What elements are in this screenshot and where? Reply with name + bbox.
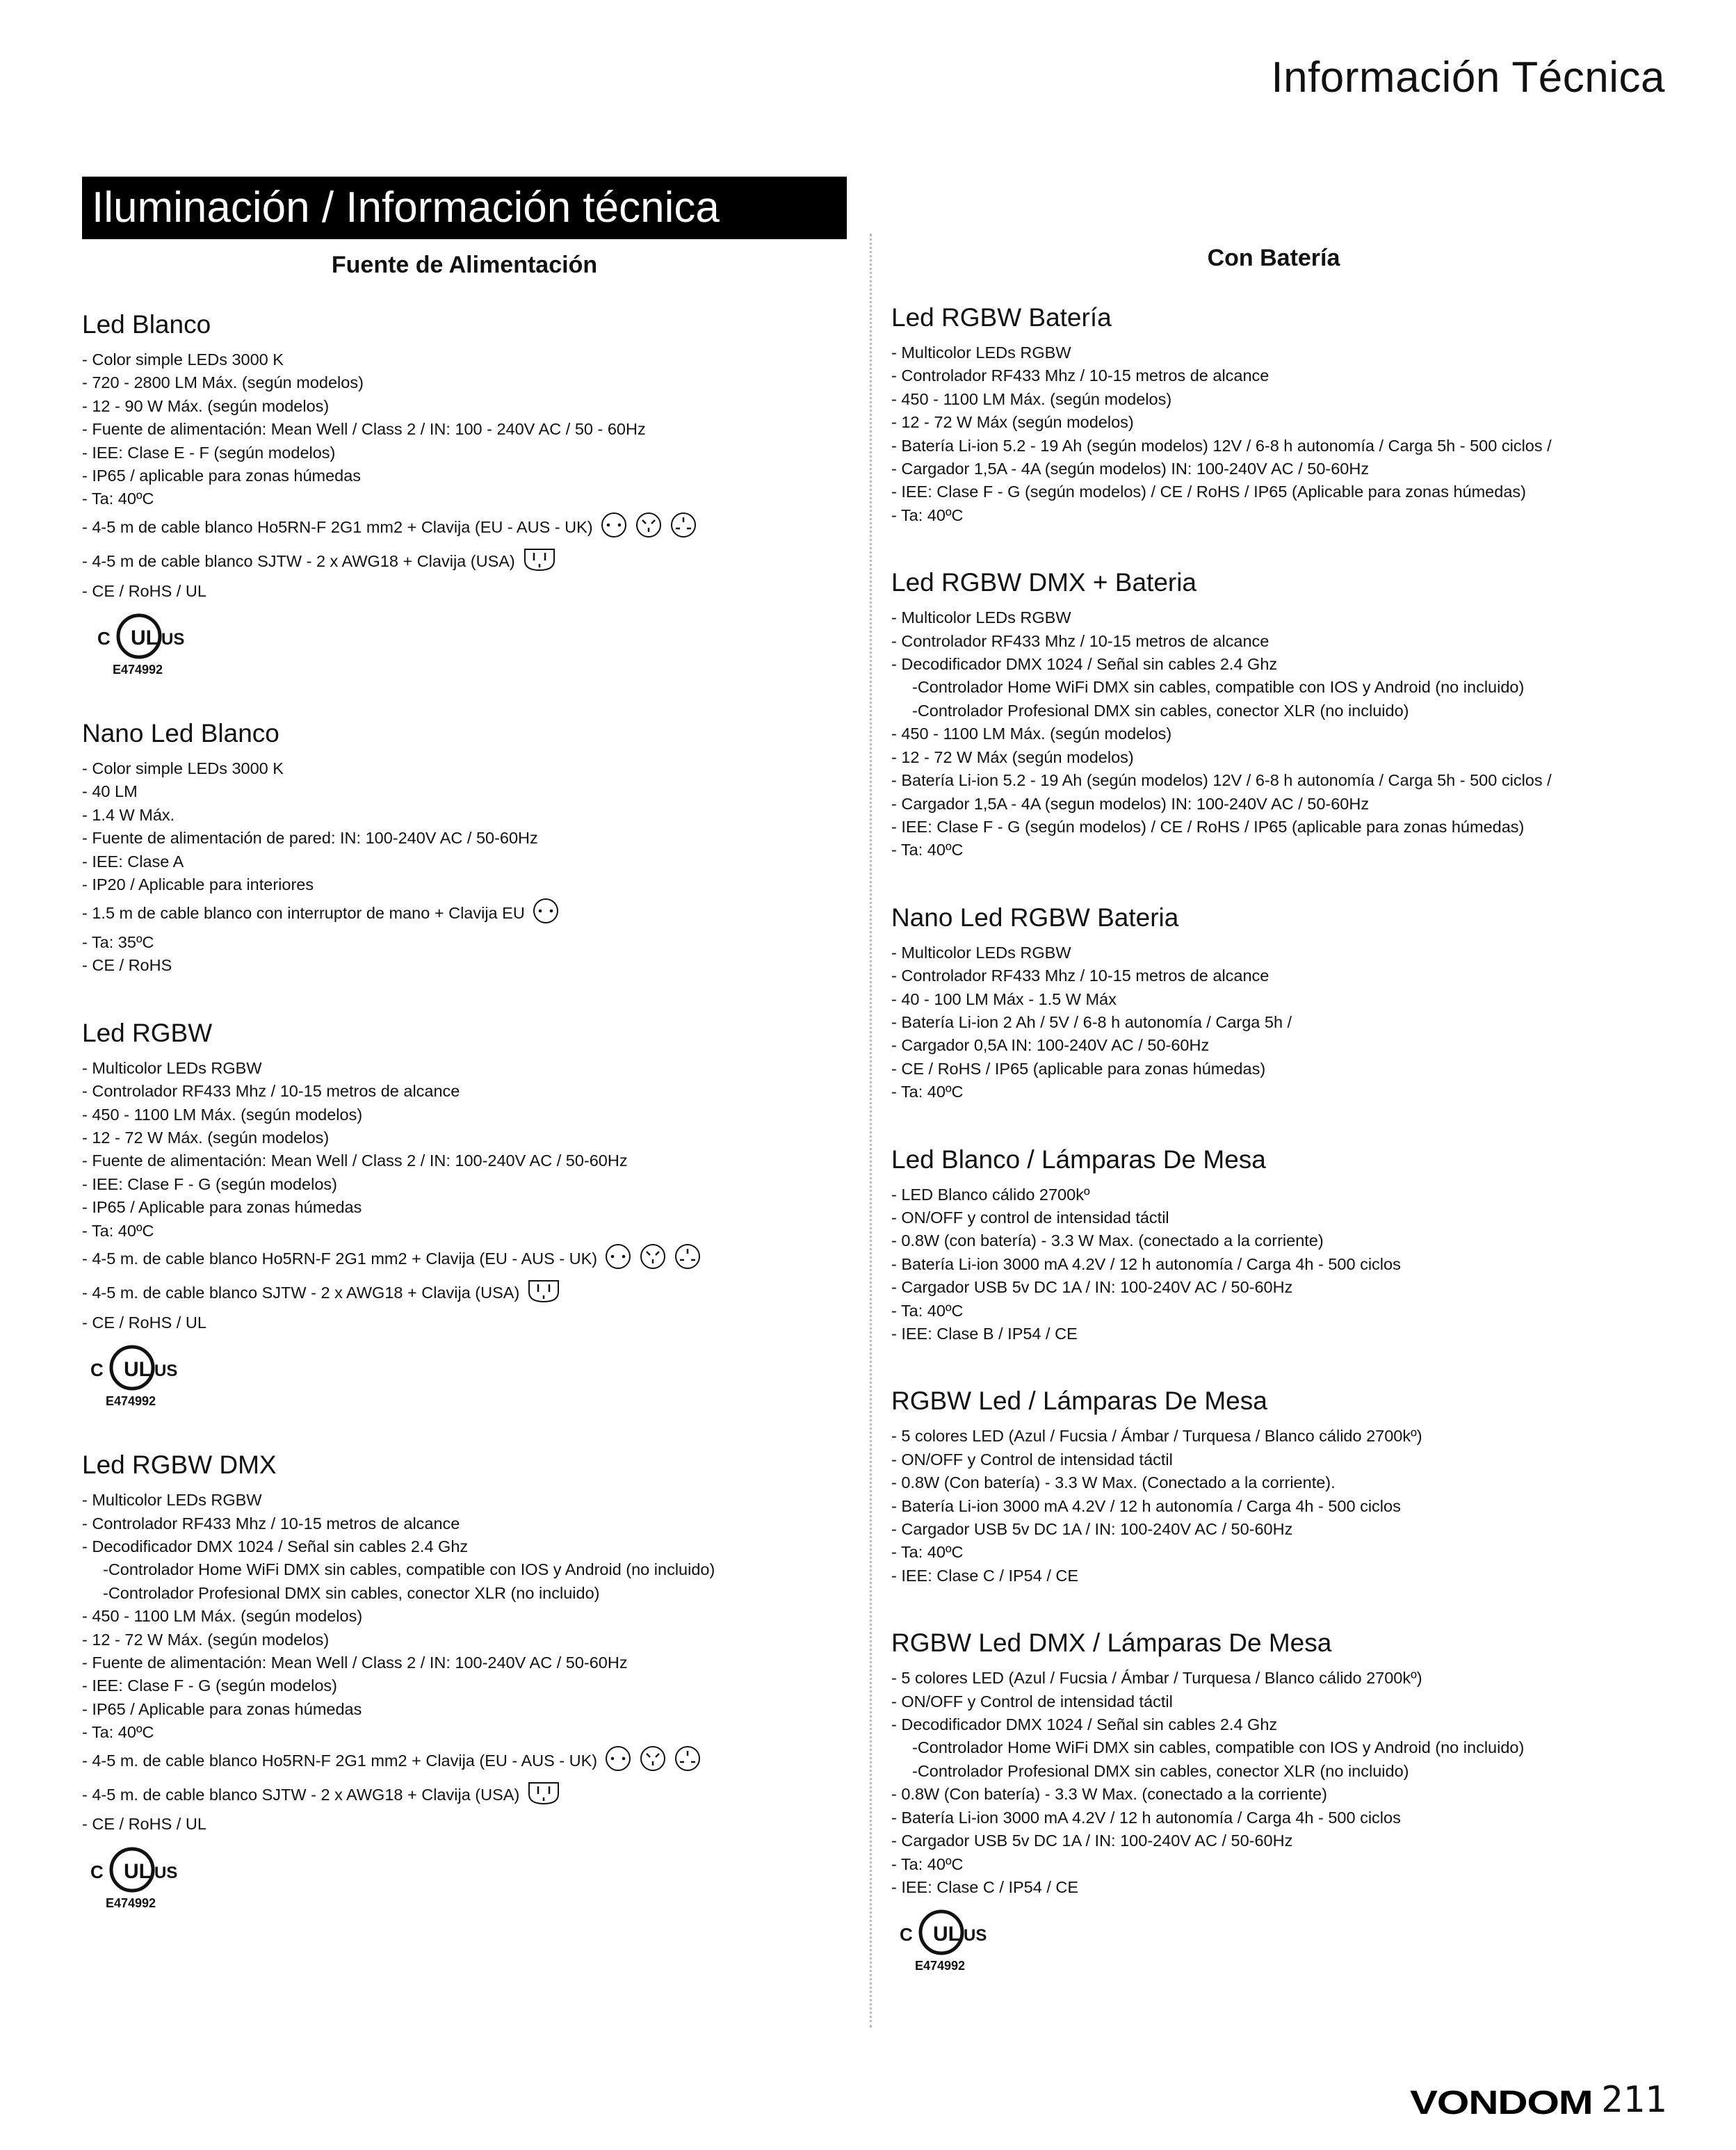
spec-item: - Batería Li-ion 5.2 - 19 Ah (según modelos) 12V / 6-8 h autonomía / Carga 5h - 500 ciclos / xyxy=(891,436,1552,455)
spec-item: - Controlador RF433 Mhz / 10-15 metros de alcance xyxy=(82,1082,460,1101)
spec-item: -Controlador Profesional DMX sin cables, conector XLR (no incluido) xyxy=(912,701,1409,720)
spec-item: - ON/OFF y control de intensidad táctil xyxy=(891,1208,1169,1227)
spec-item: - Batería Li-ion 5.2 - 19 Ah (según modelos) 12V / 6-8 h autonomía / Carga 5h - 500 ciclos / xyxy=(891,771,1552,790)
spec-item: - Ta: 40ºC xyxy=(891,1543,964,1562)
spec-item: - Ta: 40ºC xyxy=(891,1301,964,1320)
plug-uk-icon xyxy=(674,1745,701,1779)
spec-item-plugs xyxy=(82,1745,847,1779)
spec-item: -Controlador Profesional DMX sin cables, conector XLR (no incluido) xyxy=(912,1761,1409,1780)
spec-item: - IEE: Clase E - F (según modelos) xyxy=(82,443,336,462)
spec-list xyxy=(891,941,1698,1104)
brand-logo: VONDOM xyxy=(1410,2085,1593,2121)
ul-code-text: E474992 xyxy=(106,1896,156,1910)
ul-c-text: C xyxy=(90,1359,104,1381)
section-led-blanco-lamparas xyxy=(891,1143,1698,1346)
spec-list xyxy=(891,1425,1698,1587)
spec-item: - IP65 / aplicable para zonas húmedas xyxy=(82,467,362,485)
spec-item: - IEE: Clase A xyxy=(82,852,184,871)
section-title: Nano Led RGBW Bateria xyxy=(891,903,1179,932)
spec-item: - Ta: 40ºC xyxy=(82,1221,154,1240)
spec-item: - 12 - 72 W Máx (según modelos) xyxy=(891,413,1134,432)
spec-item: - Fuente de alimentación: Mean Well / Class 2 / IN: 100 - 240V AC / 50 - 60Hz xyxy=(82,420,646,439)
spec-item: - Cargador 0,5A IN: 100-240V AC / 50-60Hz xyxy=(891,1036,1210,1055)
spec-item: - IP20 / Aplicable para interiores xyxy=(82,875,314,894)
spec-item: - Multicolor LEDs RGBW xyxy=(82,1491,262,1510)
left-column xyxy=(82,252,847,1937)
spec-item: - ON/OFF y Control de intensidad táctil xyxy=(891,1450,1173,1469)
spec-item: - Controlador RF433 Mhz / 10-15 metros de alcance xyxy=(82,1514,460,1533)
spec-item: - Batería Li-ion 3000 mA 4.2V / 12 h autonomía / Carga 4h - 500 ciclos xyxy=(891,1254,1401,1273)
spec-item: - CE / RoHS / UL xyxy=(82,1313,206,1332)
page-number: 211 xyxy=(1601,2079,1666,2121)
section-title: Led RGBW DMX xyxy=(82,1450,277,1480)
spec-text: - 4-5 m. de cable blanco Ho5RN-F 2G1 mm2 + Clavija (EU - AUS - UK) xyxy=(82,1751,598,1770)
ul-u-text: UL xyxy=(933,1923,961,1946)
spec-item: - Decodificador DMX 1024 / Señal sin cables 2.4 Ghz xyxy=(891,1715,1278,1734)
section-nano-led-blanco xyxy=(82,717,847,978)
ul-certification-logo xyxy=(891,1905,996,1974)
spec-item-plugs xyxy=(82,1779,847,1813)
spec-item: - Decodificador DMX 1024 / Señal sin cables 2.4 Ghz xyxy=(891,655,1278,674)
spec-item: - 450 - 1100 LM Máx. (según modelos) xyxy=(891,389,1172,408)
spec-list xyxy=(82,757,847,978)
spec-item: - Multicolor LEDs RGBW xyxy=(891,608,1071,627)
spec-item: - IEE: Clase C / IP54 / CE xyxy=(891,1877,1079,1896)
section-title: Led RGBW Batería xyxy=(891,303,1112,332)
spec-text: - 1.5 m de cable blanco con interruptor de mano + Clavija EU xyxy=(82,903,525,922)
spec-item: - 450 - 1100 LM Máx. (según modelos) xyxy=(891,725,1172,743)
spec-item: - CE / RoHS / UL xyxy=(82,1815,206,1834)
spec-item: - Batería Li-ion 3000 mA 4.2V / 12 h autonomía / Carga 4h - 500 ciclos xyxy=(891,1808,1401,1827)
ul-u-text: UL xyxy=(124,1859,152,1883)
right-column-heading: Con Batería xyxy=(1207,245,1340,271)
plug-usa-icon xyxy=(526,1277,561,1311)
spec-item: - IEE: Clase F - G (según modelos) xyxy=(82,1676,337,1695)
ul-certification-logo xyxy=(82,1340,186,1409)
section-nano-led-rgbw-bateria xyxy=(891,901,1698,1104)
spec-item: - IEE: Clase B / IP54 / CE xyxy=(891,1325,1078,1343)
spec-item: - Cargador USB 5v DC 1A / IN: 100-240V AC / 50-60Hz xyxy=(891,1832,1293,1850)
spec-item: - IP65 / Aplicable para zonas húmedas xyxy=(82,1699,362,1718)
spec-list xyxy=(82,1489,847,1836)
spec-item: - CE / RoHS / UL xyxy=(82,581,206,600)
spec-item: - 450 - 1100 LM Máx. (según modelos) xyxy=(82,1105,363,1124)
section-led-rgbw xyxy=(82,1017,847,1409)
plug-eu-icon xyxy=(604,1243,632,1277)
spec-item: - Ta: 35ºC xyxy=(82,932,154,951)
spec-item: - Cargador 1,5A - 4A (según modelos) IN: 100-240V AC / 50-60Hz xyxy=(891,460,1370,478)
section-title-bar: Iluminación / Información técnica xyxy=(82,177,847,239)
spec-item: - Batería Li-ion 3000 mA 4.2V / 12 h autonomía / Carga 4h - 500 ciclos xyxy=(891,1496,1401,1515)
spec-item: - 12 - 72 W Máx (según modelos) xyxy=(891,747,1134,766)
ul-c-text: C xyxy=(97,628,111,649)
spec-item: - Ta: 40ºC xyxy=(891,1083,964,1101)
spec-item: - Ta: 40ºC xyxy=(82,490,154,508)
section-title: Led RGBW DMX + Bateria xyxy=(891,568,1197,597)
spec-item: - Controlador RF433 Mhz / 10-15 metros de alcance xyxy=(891,631,1269,650)
spec-item: - 40 - 100 LM Máx - 1.5 W Máx xyxy=(891,989,1117,1008)
plug-uk-icon xyxy=(674,1243,701,1277)
ul-certification-logo xyxy=(82,1842,186,1911)
spec-item: -Controlador Home WiFi DMX sin cables, compatible con IOS y Android (no incluido) xyxy=(912,1738,1525,1757)
plug-uk-icon xyxy=(670,511,697,545)
spec-text: - 4-5 m de cable blanco Ho5RN-F 2G1 mm2 + Clavija (EU - AUS - UK) xyxy=(82,517,593,536)
spec-item: - Fuente de alimentación: Mean Well / Class 2 / IN: 100-240V AC / 50-60Hz xyxy=(82,1654,628,1672)
spec-item: - Multicolor LEDs RGBW xyxy=(891,943,1071,962)
page-header: Información Técnica xyxy=(1271,54,1665,102)
spec-item: - IEE: Clase F - G (según modelos) / CE / RoHS / IP65 (Aplicable para zonas húmedas) xyxy=(891,483,1526,501)
spec-item: - IEE: Clase C / IP54 / CE xyxy=(891,1566,1079,1585)
spec-item: - Fuente de alimentación de pared: IN: 100-240V AC / 50-60Hz xyxy=(82,829,538,848)
spec-item: - ON/OFF y Control de intensidad táctil xyxy=(891,1692,1173,1711)
spec-item: - IP65 / Aplicable para zonas húmedas xyxy=(82,1198,362,1217)
ul-certification-logo xyxy=(89,608,193,678)
spec-item: - IEE: Clase F - G (según modelos) / CE / RoHS / IP65 (aplicable para zonas húmedas) xyxy=(891,817,1525,836)
spec-item: - Fuente de alimentación: Mean Well / Class 2 / IN: 100-240V AC / 50-60Hz xyxy=(82,1151,628,1170)
spec-item: - Color simple LEDs 3000 K xyxy=(82,350,284,369)
spec-item: -Controlador Profesional DMX sin cables, conector XLR (no incluido) xyxy=(103,1583,600,1602)
spec-item: - Ta: 40ºC xyxy=(891,506,964,524)
spec-list xyxy=(891,341,1698,527)
spec-item: - 12 - 90 W Máx. (según modelos) xyxy=(82,396,330,415)
section-title: Led Blanco / Lámparas De Mesa xyxy=(891,1145,1266,1174)
spec-item: -Controlador Home WiFi DMX sin cables, compatible con IOS y Android (no incluido) xyxy=(912,678,1525,697)
right-column xyxy=(891,245,1698,1999)
spec-item: - 40 LM xyxy=(82,782,138,801)
plug-aus-icon xyxy=(639,1243,667,1277)
left-column-heading: Fuente de Alimentación xyxy=(331,252,598,278)
column-divider xyxy=(870,234,872,2028)
spec-text: - 4-5 m. de cable blanco SJTW - 2 x AWG18 + Clavija (USA) xyxy=(82,1284,520,1302)
spec-item: - CE / RoHS xyxy=(82,956,172,975)
spec-item: - Ta: 40ºC xyxy=(891,841,964,859)
plug-eu-icon xyxy=(532,897,560,931)
spec-text: - 4-5 m. de cable blanco Ho5RN-F 2G1 mm2 + Clavija (EU - AUS - UK) xyxy=(82,1249,598,1268)
ul-us-text: US xyxy=(154,1361,178,1381)
spec-item: - 5 colores LED (Azul / Fucsia / Ámbar / Turquesa / Blanco cálido 2700kº) xyxy=(891,1669,1422,1688)
spec-list xyxy=(891,606,1698,862)
spec-list xyxy=(82,348,847,603)
spec-item: - Multicolor LEDs RGBW xyxy=(891,343,1071,362)
section-title: Led RGBW xyxy=(82,1018,213,1047)
section-led-rgbw-dmx-bateria xyxy=(891,566,1698,862)
spec-item: - Color simple LEDs 3000 K xyxy=(82,759,284,778)
plug-aus-icon xyxy=(639,1745,667,1779)
spec-item-plugs xyxy=(82,1243,847,1277)
ul-u-text: UL xyxy=(124,1358,152,1382)
spec-item: - 450 - 1100 LM Máx. (según modelos) xyxy=(82,1607,363,1626)
spec-item: - Controlador RF433 Mhz / 10-15 metros de alcance xyxy=(891,366,1269,385)
spec-item: - Cargador 1,5A - 4A (segun modelos) IN: 100-240V AC / 50-60Hz xyxy=(891,794,1370,813)
ul-us-text: US xyxy=(161,630,185,649)
spec-text: - 4-5 m. de cable blanco SJTW - 2 x AWG18 + Clavija (USA) xyxy=(82,1785,520,1804)
section-led-rgbw-bateria xyxy=(891,301,1698,527)
spec-item: - Batería Li-ion 2 Ah / 5V / 6-8 h autonomía / Carga 5h / xyxy=(891,1012,1292,1031)
plug-eu-icon xyxy=(600,511,628,545)
spec-item: - Decodificador DMX 1024 / Señal sin cables 2.4 Ghz xyxy=(82,1537,469,1555)
spec-text: - 4-5 m de cable blanco SJTW - 2 x AWG18 + Clavija (USA) xyxy=(82,552,515,571)
plug-usa-icon xyxy=(522,545,557,579)
spec-item: -Controlador Home WiFi DMX sin cables, compatible con IOS y Android (no incluido) xyxy=(103,1560,715,1579)
spec-item: - 0.8W (con batería) - 3.3 W Max. (conectado a la corriente) xyxy=(891,1231,1324,1250)
spec-item: - Cargador USB 5v DC 1A / IN: 100-240V AC / 50-60Hz xyxy=(891,1520,1293,1539)
section-led-blanco xyxy=(82,308,847,678)
spec-item: - Cargador USB 5v DC 1A / IN: 100-240V AC / 50-60Hz xyxy=(891,1278,1293,1297)
section-title: RGBW Led DMX / Lámparas De Mesa xyxy=(891,1628,1332,1658)
spec-list xyxy=(891,1667,1698,1899)
section-led-rgbw-dmx xyxy=(82,1448,847,1911)
ul-c-text: C xyxy=(90,1861,104,1882)
spec-item: - 5 colores LED (Azul / Fucsia / Ámbar / Turquesa / Blanco cálido 2700kº) xyxy=(891,1427,1422,1446)
spec-item: - 12 - 72 W Máx. (según modelos) xyxy=(82,1630,330,1649)
spec-item: - CE / RoHS / IP65 (aplicable para zonas húmedas) xyxy=(891,1059,1266,1078)
spec-item: - 0.8W (Con batería) - 3.3 W Max. (Conectado a la corriente). xyxy=(891,1473,1336,1492)
spec-item: - 1.4 W Máx. xyxy=(82,805,175,824)
ul-code-text: E474992 xyxy=(106,1394,156,1409)
spec-list xyxy=(891,1183,1698,1346)
plug-aus-icon xyxy=(635,511,663,545)
spec-item-plugs xyxy=(82,545,847,579)
spec-item-plugs xyxy=(82,897,847,931)
ul-u-text: UL xyxy=(131,627,159,650)
spec-item: - Controlador RF433 Mhz / 10-15 metros de alcance xyxy=(891,967,1269,985)
spec-item: - Ta: 40ºC xyxy=(82,1723,154,1742)
spec-item: - 12 - 72 W Máx. (según modelos) xyxy=(82,1128,330,1147)
section-title: Nano Led Blanco xyxy=(82,719,279,748)
spec-item-plugs xyxy=(82,511,847,545)
ul-us-text: US xyxy=(154,1863,178,1882)
plug-eu-icon xyxy=(604,1745,632,1779)
spec-item: - Multicolor LEDs RGBW xyxy=(82,1058,262,1077)
spec-list xyxy=(82,1057,847,1334)
spec-item: - LED Blanco cálido 2700kº xyxy=(891,1185,1090,1204)
spec-item-plugs xyxy=(82,1277,847,1311)
spec-item: - IEE: Clase F - G (según modelos) xyxy=(82,1174,337,1193)
section-rgbw-led-dmx-lamparas xyxy=(891,1626,1698,1974)
spec-item: - 720 - 2800 LM Máx. (según modelos) xyxy=(82,373,364,392)
ul-code-text: E474992 xyxy=(915,1959,966,1973)
ul-code-text: E474992 xyxy=(113,663,163,677)
plug-usa-icon xyxy=(526,1779,561,1813)
ul-us-text: US xyxy=(964,1926,987,1946)
ul-c-text: C xyxy=(900,1924,913,1946)
spec-item: - 0.8W (Con batería) - 3.3 W Max. (conectado a la corriente) xyxy=(891,1785,1327,1804)
section-rgbw-led-lamparas xyxy=(891,1384,1698,1587)
section-title: RGBW Led / Lámparas De Mesa xyxy=(891,1387,1267,1416)
section-title: Led Blanco xyxy=(82,310,211,339)
spec-item: - Ta: 40ºC xyxy=(891,1854,964,1873)
